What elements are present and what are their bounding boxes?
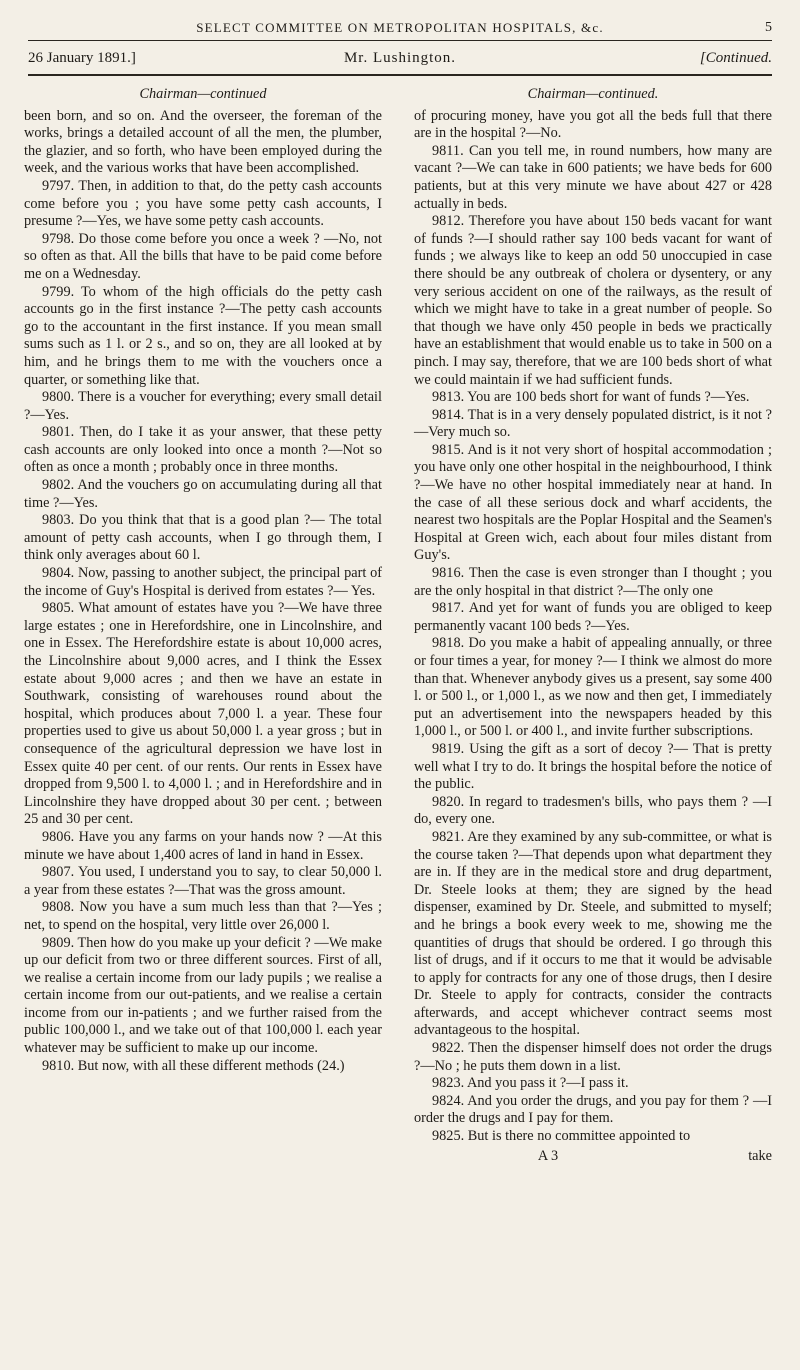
left-paragraph: 9808. Now you have a sum much less than that ?—Yes ; net, to spend on the hospital, very little over 26,000 l. [24, 899, 382, 933]
left-column-body [24, 108, 382, 1076]
header-rule-double [28, 74, 772, 76]
running-head [28, 20, 772, 36]
running-head-title: SELECT COMMITTEE ON METROPOLITAN HOSPITALS, &c. [196, 20, 604, 35]
page-footer [414, 1148, 772, 1166]
left-paragraph: 9807. You used, I understand you to say, to clear 50,000 l. a year from these estates ?—That was the gross amount. [24, 864, 382, 898]
witness-name: Mr. Lushington. [343, 50, 457, 66]
sitting-date: 26 January 1891.] [28, 50, 136, 66]
signature-mark: A 3 [537, 1147, 559, 1164]
left-paragraph: 9798. Do those come before you once a week ? —No, not so often as that. All the bills that have to be paid come before me on a Wednesday. [24, 230, 382, 282]
right-paragraph: 9824. And you order the drugs, and you pay for them ? —I order the drugs and I pay for them. [414, 1092, 772, 1127]
right-paragraph: 9825. But is there no committee appointed to [432, 1128, 691, 1145]
right-column-body [414, 108, 772, 1146]
left-paragraph: 9803. Do you think that that is a good plan ?— The total amount of petty cash accounts, when I go through them, I think only averages about 60 l. [24, 512, 382, 564]
right-paragraph: 9813. You are 100 beds short for want of funds ?—Yes. [432, 389, 750, 406]
catchword: take [748, 1147, 772, 1164]
left-paragraph: 9802. And the vouchers go on accumulating during all that time ?—Yes. [24, 477, 382, 511]
left-paragraph: 9797. Then, in addition to that, do the petty cash accounts come before you ; you have some petty cash accounts, I presume ?—Yes, we have some petty cash accounts. [24, 177, 382, 230]
left-paragraph: 9804. Now, passing to another subject, the principal part of the income of Guy's Hospital is derived from estates ?— Yes. [24, 565, 382, 599]
right-paragraph: 9819. Using the gift as a sort of decoy ?— That is pretty well what I try to do. It brings the hospital before the notice of the public. [414, 740, 772, 793]
right-paragraph: 9815. And is it not very short of hospital accommodation ; you have only one other hospital in the neighbourhood, I think ?—We have no other hospital immediately near at hand. In the case of all these serious dock and wharf accidents, the nearest two hospitals are the Poplar Hospital and the Seamen's Hospital at Green wich, each about four miles distant from Guy's. [414, 441, 772, 564]
left-paragraph: 9805. What amount of estates have you ?—We have three large estates ; one in Herefordshire, one in Lincolnshire, and one in Essex. The Herefordshire estate is about 10,000 acres, the Lincolnshire about 9,000 acres, and I think the Essex estate about 9,000 acres ; and then we have an estate in Southwark, consisting of warehouses round about the hospital, which produces about 7,000 l. a year. These four properties used to give us about 50,000 l. a year gross ; but in consequence of the agricultural depression we have lost in Essex quite 40 per cent. of our rents. Our rents in Essex have dropped from 9,500 l. to 4,000 l. ; and in Herefordshire and in Lincolnshire they have dropped about 30 per cent. ; between 25 and 30 per cent. [24, 600, 382, 828]
date-line [28, 50, 772, 70]
left-paragraph: 9806. Have you any farms on your hands now ? —At this minute we have about 1,400 acres of land in hand in Essex. [24, 828, 382, 863]
right-paragraph: of procuring money, have you got all the beds full that there are in the hospital ?—No. [414, 107, 772, 142]
right-paragraph: 9814. That is in a very densely populated district, is it not ?—Very much so. [414, 406, 772, 441]
right-paragraph: 9812. Therefore you have about 150 beds vacant for want of funds ?—I should rather say 100 beds vacant for want of funds ; we always like to keep an odd 50 unoccupied in case there should be any outbreak of cholera or dysentery, or any very serious accident on one of the railways, as the result of which we might have to take in a great number of people. So that though we have only 450 people in beds we practically have an establishment that would enable us to take in 500 on a pinch. I may say, therefore, that we are 100 beds short of what we could maintain if we had sufficient funds. [414, 213, 772, 388]
left-paragraph: 9800. There is a voucher for everything; every small detail ?—Yes. [24, 389, 382, 423]
left-paragraph: 9809. Then how do you make up your deficit ? —We make up our deficit from two or three different sources. First of all, we realise a certain income from our lady pupils ; we realise a certain income from our out-patients, and we realise a certain income from our in-patients ; and we further raised from the public 100,000 l., and we take out of that 100,000 l. each year whatever may be sufficient to make up our income. [24, 934, 382, 1057]
right-paragraph: 9820. In regard to tradesmen's bills, who pays them ? —I do, every one. [414, 793, 772, 828]
left-column-heading: Chairman—continued [139, 86, 267, 102]
right-paragraph: 9817. And yet for want of funds you are obliged to keep permanently vacant 100 beds ?—Yes. [414, 600, 772, 634]
right-paragraph: 9818. Do you make a habit of appealing annually, or three or four times a year, for money ?— I think we almost do more than that. Whenever anybody gives us a present, say some 400 l. or 500 l., or 1,000 l., as we now and then get, I immediately put an advertisement into the newspapers headed by this 1,000 l., or 500 l. or 400 l., and invite further subscriptions. [414, 635, 772, 740]
right-paragraph: 9821. Are they examined by any sub-committee, or what is the course taken ?—That depends upon what department they are in. If they are in the medical store and drug department, Dr. Steele looks at them; they are signed by the head dispenser, examined by Dr. Steele, and submitted to myself; and he brings a book every week to me, showing me the quantities of drugs that should be ordered. I go through this list of drugs, and if it occurs to me that it would be advisable to apply for contracts for any one of those drugs, then I desire Dr. Steele to apply for contracts, consider the contracts afterwards, and accept whichever contract seems most advantageous to the hospital. [414, 828, 772, 1039]
right-column [414, 86, 772, 1166]
left-paragraph: 9810. But now, with all these different methods (24.) [42, 1057, 345, 1074]
right-paragraph: 9823. And you pass it ?—I pass it. [432, 1075, 629, 1092]
right-column-heading: Chairman—continued. [527, 86, 659, 102]
right-paragraph: 9822. Then the dispenser himself does not order the drugs ?—No ; he puts them down in a list. [414, 1040, 772, 1074]
right-paragraph: 9816. Then the case is even stronger than I thought ; you are the only hospital in that district ?—The only one [414, 565, 772, 599]
left-paragraph: been born, and so on. And the overseer, the foreman of the works, brings a detailed account of all the men, the plumber, the glazier, and so forth, who have been employed during the week, and the various works that have been accomplished. [24, 107, 382, 177]
continued-label: [Continued. [699, 50, 772, 66]
header-rule [28, 40, 772, 41]
left-paragraph: 9801. Then, do I take it as your answer, that these petty cash accounts are only looked into once a month ?—Not so often as once a month ; probably once in three months. [24, 424, 382, 476]
left-paragraph: 9799. To whom of the high officials do the petty cash accounts go in the first instance ?—The petty cash accounts go to the accountant in the first instance. If you mean small sums such as 1 l. or 2 s., and so on, they are all looked at by him, and he brings them to me with the vouchers once a quarter, or something like that. [24, 283, 382, 388]
right-paragraph: 9811. Can you tell me, in round numbers, how many are vacant ?—We can take in 600 patients; we have beds for 600 patients, but at this very minute we have about 427 or 428 actually in beds. [414, 142, 772, 212]
left-column [24, 86, 382, 1075]
page-number: 5 [765, 20, 772, 35]
